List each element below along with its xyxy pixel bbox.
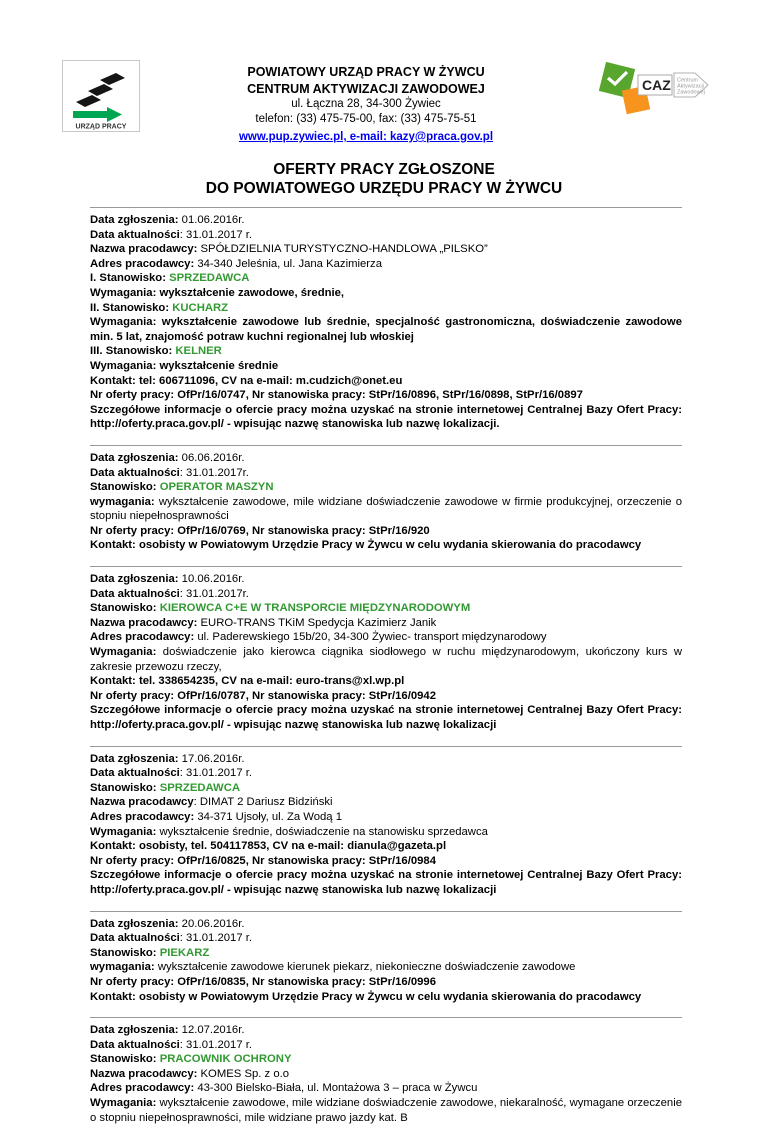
employer-address [90, 810, 682, 825]
org-address: ul. Łączna 28, 34-300 Żywiec [291, 98, 441, 110]
date-valid [90, 466, 682, 481]
position [90, 1052, 682, 1067]
pup-logo-caption: URZĄD PRACY [75, 123, 127, 131]
text-segment: : 31.01.2017r. [179, 587, 249, 600]
website-email-link[interactable]: www.pup.zywiec.pl, e-mail: kazy@praca.gov.pl [238, 131, 494, 143]
title-line-1: OFERTY PRACY ZGŁOSZONE [273, 161, 495, 178]
text-segment: : 31.01.2017 r. [179, 1038, 253, 1051]
org-name: POWIATOWY URZĄD PRACY W ŻYWCU [247, 65, 485, 79]
date-valid [90, 228, 682, 243]
text-segment: wykształcenie zawodowe, mile widziane doświadczenie zawodowe, niekaralność, wymagane orzeczenie o stopniu niepełnosprawności, mile widziane prawo jazdy kat. B [90, 1097, 682, 1124]
text-segment: Adres pracodawcy: [90, 257, 198, 270]
text-segment: Stanowisko: [90, 1053, 160, 1066]
text-segment: Data aktualności [90, 466, 180, 479]
text-segment: Nazwa pracodawcy [90, 796, 194, 809]
job-position-value: SPRZEDAWCA [169, 272, 250, 285]
employer-address [90, 630, 682, 645]
requirements [90, 359, 682, 374]
date-submitted [90, 917, 682, 932]
text-segment: Stanowisko: [90, 781, 160, 794]
text-segment: Wymagania: [90, 825, 160, 838]
date-submitted [90, 451, 682, 466]
job-offer-entry [90, 566, 682, 746]
text-segment: Wymagania: [90, 1097, 160, 1110]
text-segment: Data zgłoszenia: [90, 573, 182, 586]
job-offer-entry [90, 207, 682, 445]
pup-logo [62, 60, 140, 137]
requirements [90, 960, 682, 975]
text-segment: II. Stanowisko: [90, 301, 173, 314]
date-submitted [90, 572, 682, 587]
text-segment: Stanowisko: [90, 602, 160, 615]
employer-name [90, 1067, 682, 1082]
text-segment: doświadczenie jako kierowca ciągnika siodłowego w ruchu międzynarodowym, ukończony kurs w zakresie przewozu rzeczy, [90, 646, 682, 673]
text-segment: Data zgłoszenia: [90, 917, 182, 930]
date-submitted [90, 213, 682, 228]
text-segment: 34-340 Jeleśnia, ul. Jana Kazimierza [197, 257, 382, 270]
text-segment: : 31.01.2017 r. [179, 932, 253, 945]
text-segment: wykształcenie zawodowe, mile widziane doświadczenie zawodowe w firmie produkcyjnej, orzeczenie o stopniu niepełnosprawności [90, 495, 682, 523]
text-segment: Data aktualności [90, 228, 180, 241]
text-segment: Kontakt: osobisty w Powiatowym Urzędzie Pracy w Żywcu w celu wydania skierowania do pracodawcy [90, 990, 642, 1003]
text-segment: Wymagania: wykształcenie zawodowe lub średnie, specjalność gastronomiczna, doświadczenie zawodowe min. 5 lat, znajomość potraw kuchni regionalnej lub włoskiej [90, 316, 682, 343]
text-segment: 20.06.2016r. [181, 917, 245, 930]
text-segment: EURO-TRANS TKiM Spedycja Kazimierz Janik [200, 616, 437, 629]
text-segment: Data zgłoszenia: [90, 1024, 182, 1037]
date-valid [90, 766, 682, 781]
text-segment: : 31.01.2017 r. [179, 228, 253, 241]
text-segment: : 31.01.2017 r. [179, 767, 253, 780]
position [90, 480, 682, 495]
position [90, 781, 682, 796]
requirements [90, 645, 682, 674]
requirements [90, 825, 682, 840]
contact [90, 839, 682, 854]
text-segment: SPÓŁDZIELNIA TURYSTYCZNO-HANDLOWA „PILSKO” [200, 243, 488, 256]
text-segment: Nr oferty pracy: OfPr/16/0747, Nr stanowiska pracy: StPr/16/0896, StPr/16/0898, StPr/16/0897 [90, 389, 583, 402]
date-valid [90, 1038, 682, 1053]
contact [90, 374, 682, 389]
text-segment: wymagania: [90, 495, 159, 508]
contact [90, 538, 682, 553]
text-segment: Data zgłoszenia: [90, 752, 182, 765]
position [90, 601, 682, 616]
text-segment: Adres pracodawcy: [90, 1082, 198, 1095]
text-segment: Stanowisko: [90, 946, 160, 959]
text-segment: wykształcenie zawodowe kierunek piekarz, niekonieczne doświadczenie zawodowe [157, 961, 576, 974]
caz-caption-line: Zawodowej [677, 89, 705, 96]
date-submitted [90, 752, 682, 767]
text-segment: Nr oferty pracy: OfPr/16/0787, Nr stanowiska pracy: StPr/16/0942 [90, 689, 436, 702]
offer-number [90, 524, 682, 539]
employer-name [90, 795, 682, 810]
text-segment: 06.06.2016r. [181, 451, 245, 464]
text-segment: Kontakt: tel. 338654235, CV na e-mail: euro-trans@xl.wp.pl [90, 675, 405, 688]
text-segment: Szczegółowe informacje o ofercie pracy można uzyskać na stronie internetowej Centralnej Bazy Ofert Pracy: http://oferty.praca.gov.pl/ - wpisując nazwę stanowiska lub nazwę lokalizacji [90, 704, 682, 731]
pup-logo-icon [62, 60, 140, 132]
employer-name [90, 242, 682, 257]
job-offer-entry [90, 911, 682, 1018]
caz-logo-icon [592, 60, 710, 124]
text-segment: Kontakt: tel: 606711096, CV na e-mail: m.cudzich@onet.eu [90, 374, 403, 387]
text-segment: 43-300 Bielsko-Biała, ul. Montażowa 3 – praca w Żywcu [197, 1082, 478, 1095]
text-segment: Data aktualności [90, 767, 180, 780]
date-submitted [90, 1023, 682, 1038]
text-segment: III. Stanowisko: [90, 345, 176, 358]
offer-number [90, 689, 682, 704]
details-note [90, 403, 682, 432]
text-segment: Szczegółowe informacje o ofercie pracy można uzyskać na stronie internetowej Centralnej Bazy Ofert Pracy: http://oferty.praca.gov.pl/ - wpisując nazwę stanowiska lub nazwę lokalizacji [90, 869, 682, 896]
position [90, 946, 682, 961]
text-segment: Nazwa pracodawcy: [90, 243, 201, 256]
text-segment: Kontakt: osobisty w Powiatowym Urzędzie Pracy w Żywcu w celu wydania skierowania do pracodawcy [90, 539, 642, 552]
details-note [90, 703, 682, 732]
caz-caption-line: Aktywizacji [677, 83, 704, 90]
text-segment: Nr oferty pracy: OfPr/16/0769, Nr stanowiska pracy: StPr/16/920 [90, 524, 430, 537]
text-segment: Wymagania: wykształcenie zawodowe, średnie, [90, 286, 345, 299]
job-position-value: PRACOWNIK OCHRONY [159, 1053, 292, 1066]
text-segment: KOMES Sp. z o.o [200, 1067, 290, 1080]
job-position-value: KELNER [175, 345, 222, 358]
position [90, 301, 682, 316]
employer-address [90, 257, 682, 272]
text-segment: 12.07.2016r. [181, 1024, 245, 1037]
offer-number [90, 854, 682, 869]
requirements [90, 315, 682, 344]
text-segment: Wymagania: [90, 646, 163, 659]
text-segment: : DIMAT 2 Dariusz Bidziński [193, 796, 333, 809]
job-offer-entry [90, 1017, 682, 1138]
text-segment: 17.06.2016r. [181, 752, 245, 765]
offer-number [90, 975, 682, 990]
text-segment: Data zgłoszenia: [90, 451, 182, 464]
position [90, 344, 682, 359]
text-segment: Kontakt: osobisty, tel. 504117853, CV na e-mail: dianula@gazeta.pl [90, 840, 447, 853]
org-subname: CENTRUM AKTYWIZACJI ZAWODOWEJ [247, 81, 485, 96]
job-position-value: OPERATOR MASZYN [159, 481, 274, 494]
text-segment: Data aktualności [90, 1038, 180, 1051]
text-segment: Nazwa pracodawcy: [90, 616, 201, 629]
job-position-value: KIEROWCA C+E W TRANSPORCIE MIĘDZYNARODOWYM [159, 602, 471, 615]
job-offer-entry [90, 445, 682, 566]
page-title [0, 160, 768, 198]
text-segment: Adres pracodawcy: [90, 810, 198, 823]
text-segment: Data zgłoszenia: [90, 214, 182, 226]
text-segment: wymagania: [90, 961, 158, 974]
text-segment: 01.06.2016r. [181, 214, 245, 226]
contact [90, 674, 682, 689]
text-segment: Nr oferty pracy: OfPr/16/0825, Nr stanowiska pracy: StPr/16/0984 [90, 854, 436, 867]
text-segment: ul. Paderewskiego 15b/20, 34-300 Żywiec- transport międzynarodowy [197, 631, 547, 644]
requirements [90, 495, 682, 524]
text-segment: wykształcenie średnie, doświadczenie na stanowisku sprzedawca [159, 825, 488, 838]
text-segment: 10.06.2016r. [181, 573, 245, 586]
text-segment: Adres pracodawcy: [90, 631, 198, 644]
text-segment: Nr oferty pracy: OfPr/16/0835, Nr stanowiska pracy: StPr/16/0996 [90, 975, 436, 988]
caz-label: CAZ [642, 77, 671, 93]
text-segment: Stanowisko: [90, 481, 160, 494]
employer-address [90, 1081, 682, 1096]
document-header [0, 0, 768, 145]
date-valid [90, 587, 682, 602]
text-segment: Data aktualności [90, 932, 180, 945]
caz-logo [592, 60, 710, 129]
text-segment: : 31.01.2017r. [179, 466, 249, 479]
title-line-2: DO POWIATOWEGO URZĘDU PRACY W ŻYWCU [205, 180, 563, 197]
contact [90, 990, 682, 1005]
org-phone: telefon: (33) 475-75-00, fax: (33) 475-75-51 [255, 113, 477, 125]
text-segment: Data aktualności [90, 587, 180, 600]
requirements [90, 1096, 682, 1125]
job-position-value: SPRZEDAWCA [159, 781, 241, 794]
date-valid [90, 931, 682, 946]
requirements [90, 286, 682, 301]
position [90, 271, 682, 286]
text-segment: Nazwa pracodawcy: [90, 1067, 201, 1080]
entries [90, 207, 682, 1138]
employer-name [90, 616, 682, 631]
job-position-value: KUCHARZ [172, 301, 229, 314]
text-segment: Wymagania: wykształcenie średnie [90, 359, 279, 372]
job-offer-entry [90, 746, 682, 911]
job-position-value: PIEKARZ [159, 946, 210, 959]
green-arrow-icon [73, 111, 107, 118]
text-segment: I. Stanowisko: [90, 272, 170, 285]
text-segment: Szczegółowe informacje o ofercie pracy można uzyskać na stronie internetowej Centralnej Bazy Ofert Pracy: http://oferty.praca.gov.pl/ - wpisując nazwę stanowiska lub nazwę lokalizacji. [90, 403, 682, 431]
details-note [90, 868, 682, 897]
header-contact-block [140, 60, 592, 145]
offer-number [90, 388, 682, 403]
caz-caption-line: Centrum [677, 77, 699, 84]
text-segment: 34-371 Ujsoły, ul. Za Wodą 1 [197, 810, 342, 823]
